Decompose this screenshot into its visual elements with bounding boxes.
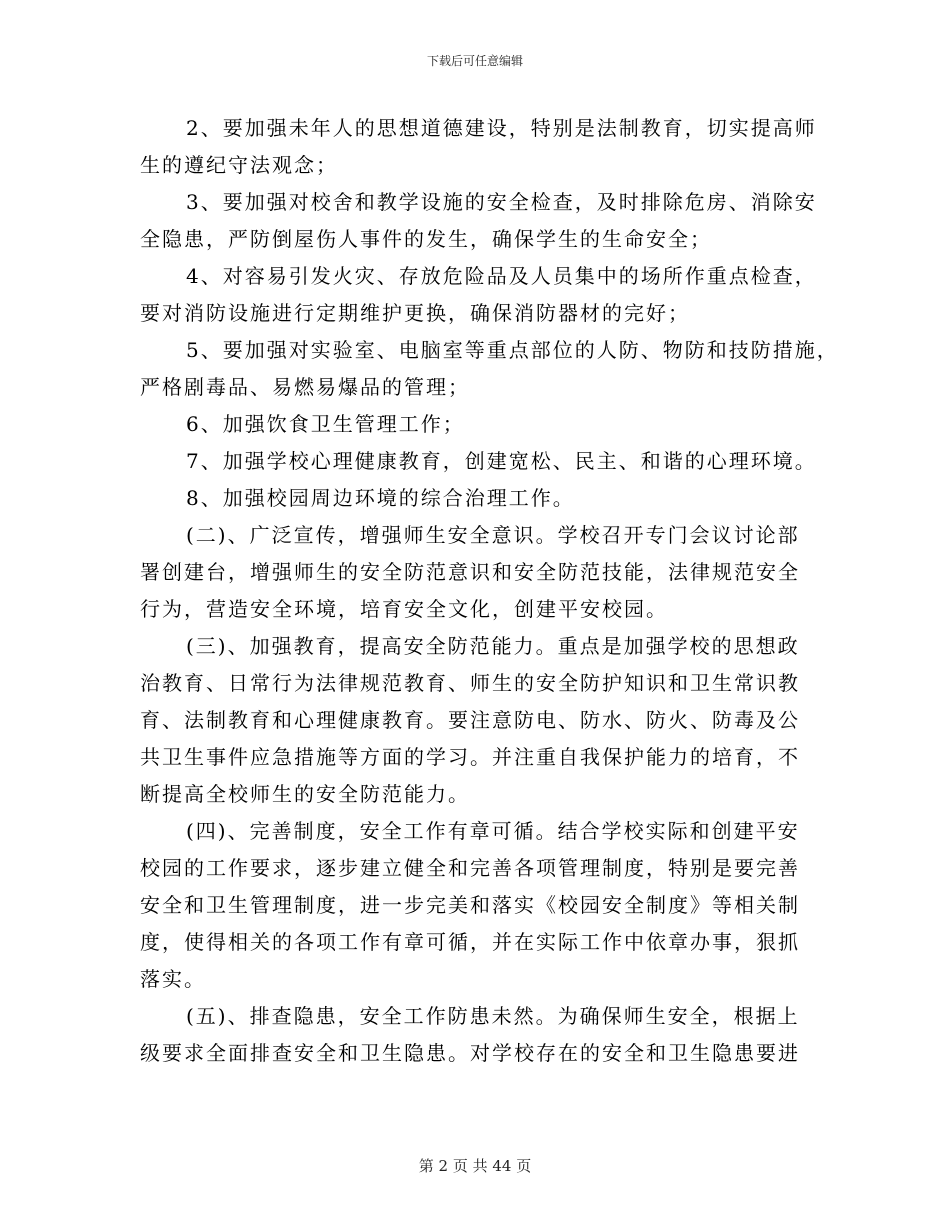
text-line: 生的遵纪守法观念；	[140, 153, 338, 177]
section-5	[140, 1000, 805, 1069]
text-line: 6、加强饮食卫生管理工作；	[186, 412, 465, 436]
page-header: 下载后可任意编辑	[426, 54, 523, 68]
text-line: 治教育、日常行为法律规范教育、师生的安全防护知识和卫生常识教	[140, 671, 800, 695]
text-line: 4、对容易引发火灾、存放危险品及人员集中的场所作重点检查，	[186, 264, 817, 288]
text-line: 7、加强学校心理健康教育，创建宽松、民主、和谐的心理环境。	[186, 449, 817, 473]
section-2	[140, 519, 805, 625]
text-line: 落实。	[140, 967, 206, 991]
text-line: (三)、加强教育，提高安全防范能力。重点是加强学校的思想政	[186, 634, 800, 658]
text-line: 3、要加强对校舍和教学设施的安全检查，及时排除危房、消除安	[186, 190, 817, 214]
text-line: 全隐患，严防倒屋伤人事件的发生，确保学生的生命安全；	[140, 227, 712, 251]
text-line: 8、加强校园周边环境的综合治理工作。	[186, 486, 575, 510]
item-2	[140, 112, 817, 181]
item-5	[140, 334, 839, 403]
section-3	[140, 630, 805, 810]
item-4	[140, 260, 817, 329]
text-line: 育、法制教育和心理健康教育。要注意防电、防水、防火、防毒及公	[140, 708, 800, 732]
text-line: (二)、广泛宣传，增强师生安全意识。学校召开专门会议讨论部	[186, 523, 800, 547]
document-body	[140, 112, 839, 1074]
text-line: 断提高全校师生的安全防范能力。	[140, 782, 470, 806]
text-line: (四)、完善制度，安全工作有章可循。结合学校实际和创建平安	[186, 819, 800, 843]
item-6	[140, 408, 805, 440]
text-line: 署创建台，增强师生的安全防范意识和安全防范技能，法律规范安全	[140, 560, 800, 584]
item-8	[140, 482, 805, 514]
text-line: 要对消防设施进行定期维护更换，确保消防器材的完好；	[140, 301, 690, 325]
item-7	[140, 445, 817, 477]
section-4	[140, 815, 805, 995]
item-3	[140, 186, 817, 255]
text-line: 严格剧毒品、易燃易爆品的管理；	[140, 375, 470, 399]
text-line: 5、要加强对实验室、电脑室等重点部位的人防、物防和技防措施，	[186, 338, 839, 362]
text-line: (五)、排查隐患，安全工作防患未然。为确保师生安全，根据上	[186, 1004, 800, 1028]
text-line: 行为，营造安全环境，培育安全文化，创建平安校园。	[140, 597, 668, 621]
page-number: 第 2 页 共 44 页	[418, 1157, 532, 1175]
text-line: 度，使得相关的各项工作有章可循，并在实际工作中依章办事，狠抓	[140, 930, 800, 954]
text-line: 2、要加强未年人的思想道德建设，特别是法制教育，切实提高师	[186, 116, 817, 140]
text-line: 校园的工作要求，逐步建立健全和完善各项管理制度，特别是要完善	[140, 856, 800, 880]
text-line: 共卫生事件应急措施等方面的学习。并注重自我保护能力的培育，不	[140, 745, 800, 769]
text-line: 级要求全面排查安全和卫生隐患。对学校存在的安全和卫生隐患要进	[140, 1041, 800, 1065]
text-line: 安全和卫生管理制度，进一步完美和落实《校园安全制度》等相关制	[140, 893, 800, 917]
